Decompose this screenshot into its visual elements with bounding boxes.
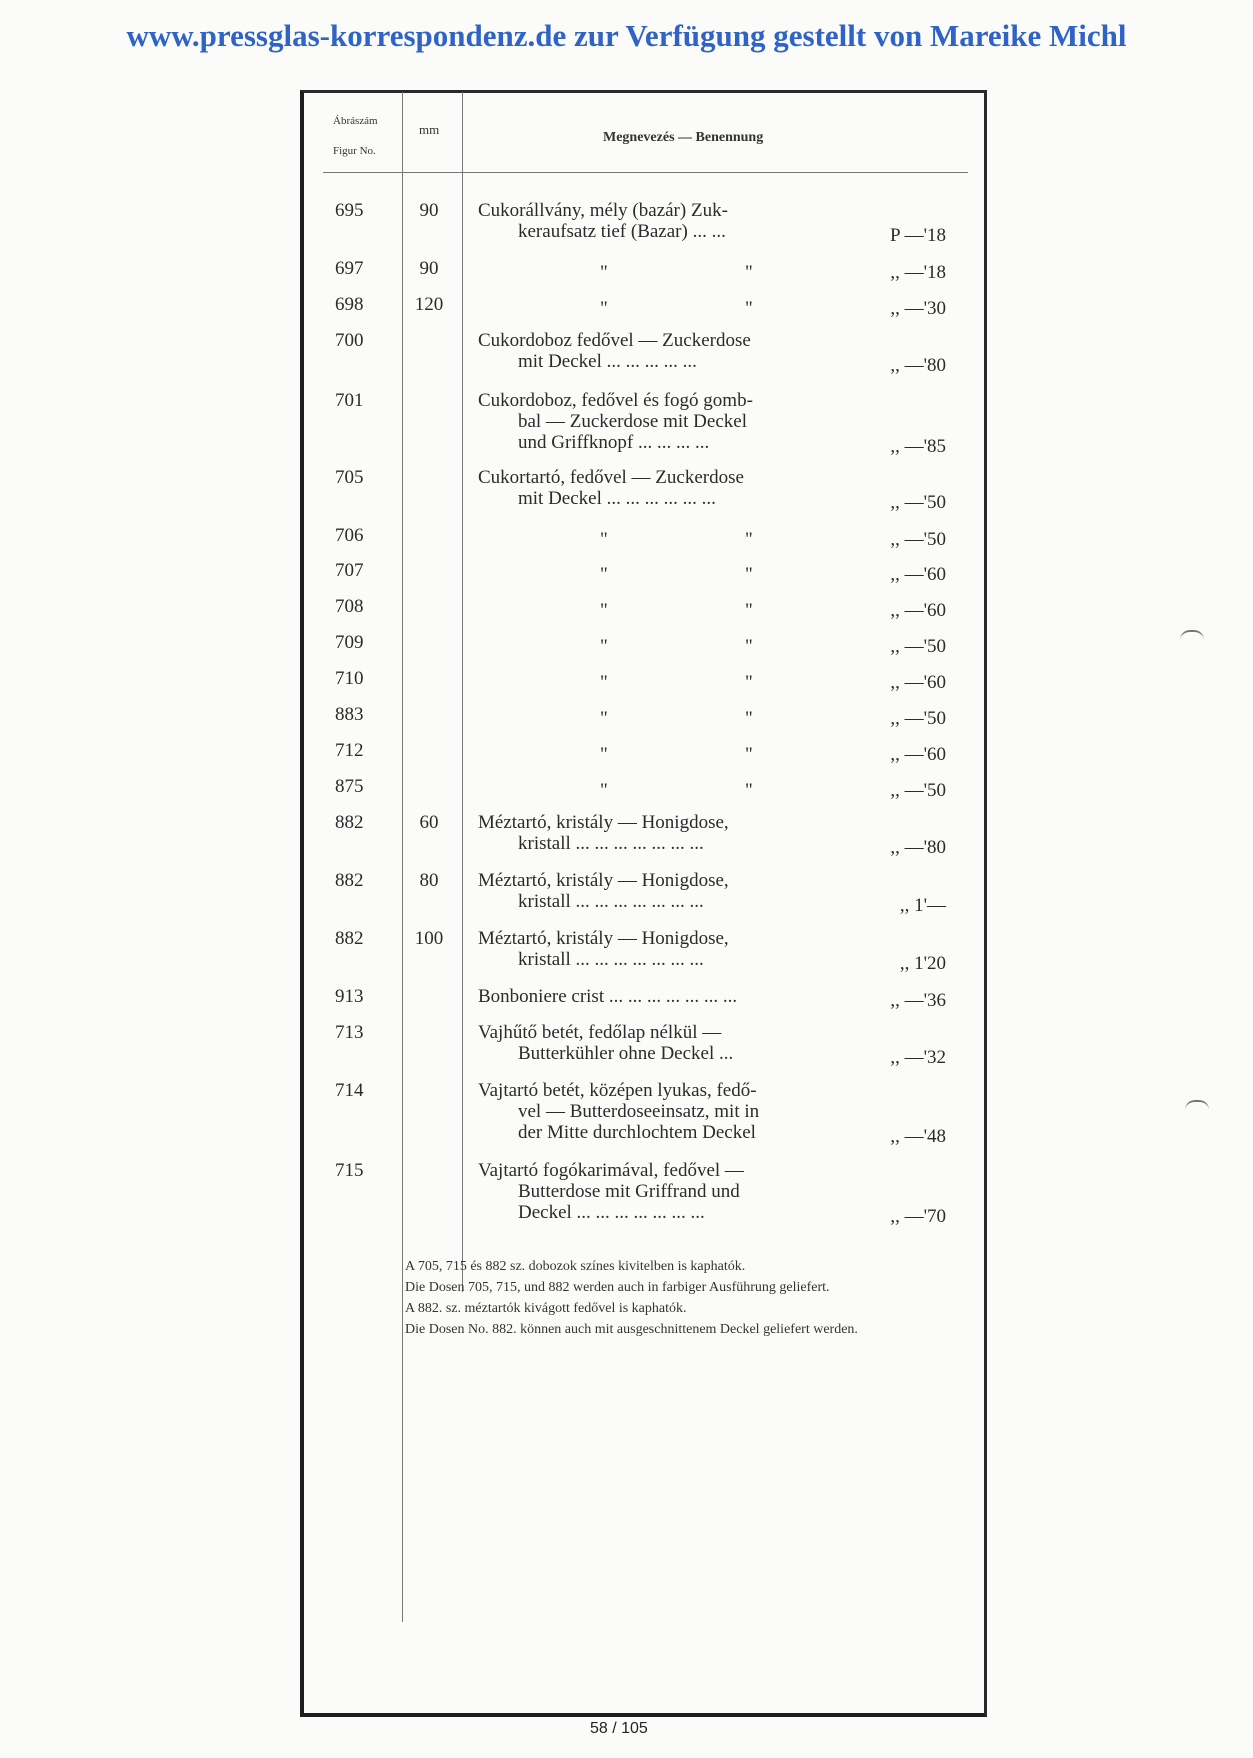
description-line: und Griffknopf ... ... ... ... (518, 432, 710, 453)
item-description (478, 390, 858, 453)
column-header-figure-de: Figur No. (333, 145, 376, 157)
price: ,, —'50 (890, 780, 946, 801)
price: ,, —'36 (890, 990, 946, 1011)
price: ,, —'50 (890, 529, 946, 550)
description-line: der Mitte durchlochtem Deckel (518, 1122, 756, 1143)
figure-number: 709 (335, 632, 364, 653)
item-description (478, 870, 858, 912)
item-description (478, 330, 858, 372)
description-line: Cukorállvány, mély (bazár) Zuk- (478, 200, 728, 221)
figure-number: 913 (335, 986, 364, 1007)
ditto-mark: " (745, 262, 753, 283)
price: P —'18 (889, 225, 946, 246)
description-line: Vajtartó betét, középen lyukas, fedő- (478, 1080, 757, 1101)
ditto-mark: " (600, 636, 608, 657)
description-line: mit Deckel ... ... ... ... ... (518, 351, 697, 372)
size-mm: 120 (414, 294, 444, 315)
ditto-mark: " (745, 529, 753, 550)
price: ,, —'70 (890, 1206, 946, 1227)
ditto-mark: " (745, 708, 753, 729)
ditto-mark: " (745, 744, 753, 765)
figure-number: 882 (335, 870, 364, 891)
description-line: Deckel ... ... ... ... ... ... ... (518, 1202, 705, 1223)
footnote-2: Die Dosen 705, 715, und 882 werden auch in farbiger Ausführung geliefert. (405, 1280, 830, 1295)
description-line: Méztartó, kristály — Honigdose, (478, 870, 729, 891)
price: ,, —'48 (890, 1126, 946, 1147)
ditto-mark: " (600, 262, 608, 283)
size-mm: 60 (419, 812, 439, 833)
margin-mark (1185, 1100, 1209, 1110)
ditto-mark: " (600, 529, 608, 550)
description-line: Cukortartó, fedővel — Zuckerdose (478, 467, 744, 488)
figure-number: 715 (335, 1160, 364, 1181)
item-description (478, 467, 858, 509)
footnote-1: A 705, 715 és 882 sz. dobozok színes kivitelben is kaphatók. (405, 1259, 746, 1274)
figure-number: 883 (335, 704, 364, 725)
description-line: Vajhűtő betét, fedőlap nélkül — (478, 1022, 722, 1043)
footnote-3: A 882. sz. méztartók kivágott fedővel is kaphatók. (405, 1301, 687, 1316)
column-header-figure (333, 106, 403, 166)
description-line: Butterdose mit Griffrand und (518, 1181, 740, 1202)
ditto-mark: " (600, 780, 608, 801)
figure-number: 714 (335, 1080, 364, 1101)
figure-number: 882 (335, 812, 364, 833)
price: ,, —'60 (890, 744, 946, 765)
size-mm: 80 (419, 870, 439, 891)
ditto-mark: " (745, 298, 753, 319)
item-description (478, 1022, 858, 1064)
figure-number: 708 (335, 596, 364, 617)
ditto-mark: " (745, 564, 753, 585)
description-line: Butterkühler ohne Deckel ... (518, 1043, 734, 1064)
ditto-mark: " (600, 564, 608, 585)
figure-number: 700 (335, 330, 364, 351)
ditto-mark: " (600, 298, 608, 319)
price: ,, —'50 (890, 492, 946, 513)
price: ,, —'80 (890, 355, 946, 376)
price: ,, —'18 (890, 262, 946, 283)
description-line: Bonboniere crist ... ... ... ... ... ... ... (478, 986, 738, 1007)
figure-number: 710 (335, 668, 364, 689)
description-line: Cukordoboz, fedővel és fogó gomb- (478, 390, 753, 411)
price: ,, —'50 (890, 636, 946, 657)
source-header: www.pressglas-korrespondenz.de zur Verfügung gestellt von Mareike Michl (126, 18, 1127, 53)
ditto-mark: " (600, 708, 608, 729)
column-divider-2 (462, 92, 463, 1292)
footnotes (405, 1258, 950, 1342)
description-line: Méztartó, kristály — Honigdose, (478, 812, 729, 833)
price: ,, —'30 (890, 298, 946, 319)
ditto-mark: " (745, 636, 753, 657)
description-line: Cukordoboz fedővel — Zuckerdose (478, 330, 751, 351)
figure-number: 706 (335, 525, 364, 546)
item-description (478, 1080, 858, 1143)
item-description (478, 928, 858, 970)
figure-number: 705 (335, 467, 364, 488)
price: ,, —'60 (890, 600, 946, 621)
ditto-mark: " (745, 672, 753, 693)
price: ,, 1'20 (899, 953, 946, 974)
size-mm: 100 (414, 928, 444, 949)
description-line: kristall ... ... ... ... ... ... ... (518, 891, 704, 912)
ditto-mark: " (745, 780, 753, 801)
figure-number: 695 (335, 200, 364, 221)
column-header-name: Megnevezés — Benennung (603, 130, 764, 145)
figure-number: 713 (335, 1022, 364, 1043)
column-header-figure-hu: Ábrászám (333, 115, 378, 127)
price: ,, —'50 (890, 708, 946, 729)
figure-number: 697 (335, 258, 364, 279)
figure-number: 882 (335, 928, 364, 949)
price: ,, —'60 (890, 564, 946, 585)
ditto-mark: " (600, 672, 608, 693)
figure-number: 707 (335, 560, 364, 581)
item-description (478, 986, 858, 1007)
ditto-mark: " (745, 600, 753, 621)
column-header-mm: mm (419, 122, 440, 137)
item-description (478, 200, 858, 242)
size-mm: 90 (419, 258, 439, 279)
figure-number: 698 (335, 294, 364, 315)
table-header (323, 92, 968, 173)
footnote-4: Die Dosen No. 882. können auch mit ausgeschnittenem Deckel geliefert werden. (405, 1322, 858, 1337)
ditto-mark: " (600, 600, 608, 621)
item-description (478, 812, 858, 854)
description-line: kristall ... ... ... ... ... ... ... (518, 949, 704, 970)
description-line: Vajtartó fogókarimával, fedővel — (478, 1160, 744, 1181)
ditto-mark: " (600, 744, 608, 765)
price: ,, —'32 (890, 1047, 946, 1068)
price: ,, —'60 (890, 672, 946, 693)
figure-number: 712 (335, 740, 364, 761)
description-line: mit Deckel ... ... ... ... ... ... (518, 488, 716, 509)
description-line: bal — Zuckerdose mit Deckel (518, 411, 747, 432)
margin-mark (1180, 630, 1204, 640)
figure-number: 701 (335, 390, 364, 411)
page-number: 58 / 105 (590, 1720, 648, 1737)
price: ,, —'80 (890, 837, 946, 858)
item-description (478, 1160, 858, 1223)
size-mm: 90 (419, 200, 439, 221)
description-line: kristall ... ... ... ... ... ... ... (518, 833, 704, 854)
description-line: keraufsatz tief (Bazar) ... ... (518, 221, 726, 242)
description-line: vel — Butterdoseeinsatz, mit in (518, 1101, 760, 1122)
description-line: Méztartó, kristály — Honigdose, (478, 928, 729, 949)
column-divider-1 (402, 92, 403, 1622)
price: ,, 1'— (899, 895, 946, 916)
price: ,, —'85 (890, 436, 946, 457)
figure-number: 875 (335, 776, 364, 797)
